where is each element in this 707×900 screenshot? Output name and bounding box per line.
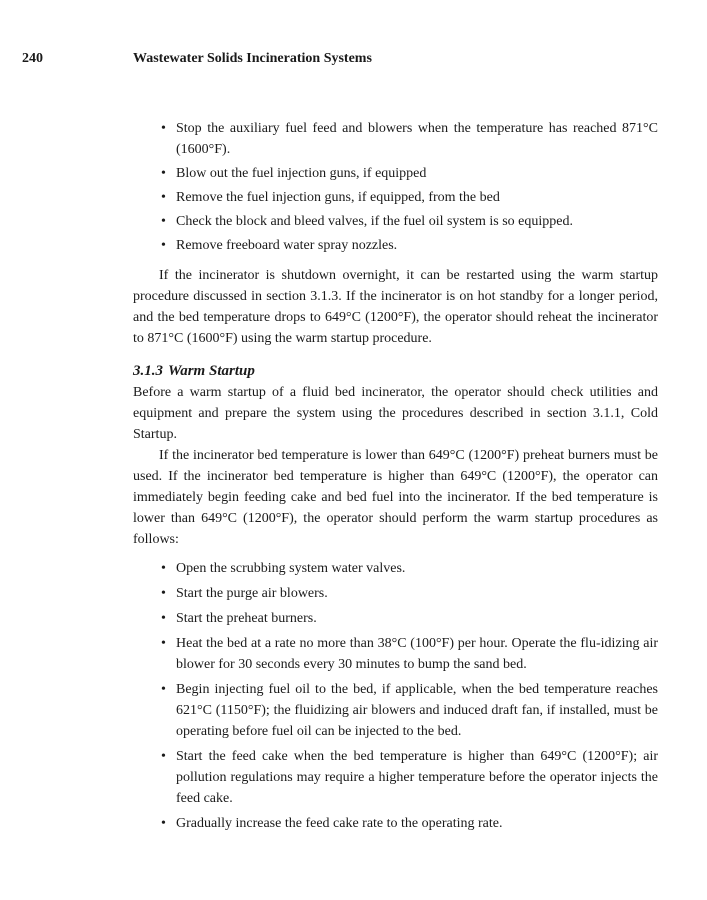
- section-number: 3.1.3: [133, 363, 163, 379]
- list-item: • Begin injecting fuel oil to the bed, if applicable, when the bed temperature reaches 621°C (1150°F); the fluidizing air blowers and induced draft fan, if installed, must be operating before fuel oil can be injected to the bed.: [133, 679, 658, 742]
- list-item: • Check the block and bleed valves, if the fuel oil system is so equipped.: [133, 211, 658, 232]
- paragraph: If the incinerator bed temperature is lower than 649°C (1200°F) preheat burners must be used. If the incinerator bed temperature is higher than 649°C (1200°F), the operator can immediately begin feeding cake and bed fuel into the incinerator. If the bed temperature is lower than 649°C (1200°F), the operator should perform the warm startup procedures as follows:: [133, 448, 658, 547]
- list-item: • Start the purge air blowers.: [133, 583, 658, 604]
- list-item: • Open the scrubbing system water valves.: [133, 558, 658, 579]
- list-item: • Start the feed cake when the bed temperature is higher than 649°C (1200°F); air pollution regulations may require a higher temperature before the operator injects the feed cake.: [133, 746, 658, 809]
- warm-startup-steps-list: [133, 558, 658, 834]
- section-heading: [133, 361, 658, 382]
- paragraph: Before a warm startup of a fluid bed incinerator, the operator should check utilities and equipment and prepare the system using the procedures described in section 3.1.1, Cold Startup.: [133, 385, 658, 442]
- shutdown-steps-list: [133, 118, 658, 256]
- section-title: Warm Startup: [168, 363, 255, 379]
- list-item: • Gradually increase the feed cake rate to the operating rate.: [133, 813, 658, 834]
- list-item: • Remove the fuel injection guns, if equipped, from the bed: [133, 187, 658, 208]
- list-item: • Heat the bed at a rate no more than 38°C (100°F) per hour. Operate the flu-idizing air blower for 30 seconds every 30 minutes to bump the sand bed.: [133, 633, 658, 675]
- list-item: • Stop the auxiliary fuel feed and blowers when the temperature has reached 871°C (1600°F).: [133, 118, 658, 160]
- list-item: • Blow out the fuel injection guns, if equipped: [133, 163, 658, 184]
- body-text: [133, 118, 658, 838]
- running-title: Wastewater Solids Incineration Systems: [133, 51, 372, 66]
- list-item: • Start the preheat burners.: [133, 608, 658, 629]
- page-number: 240: [22, 51, 43, 66]
- list-item: • Remove freeboard water spray nozzles.: [133, 235, 658, 256]
- paragraph: If the incinerator is shutdown overnight, it can be restarted using the warm startup procedure discussed in section 3.1.3. If the incinerator is on hot standby for a longer period, and the bed temperature drops to 649°C (1200°F), the operator should reheat the incinerator to 871°C (1600°F) using the warm startup procedure.: [133, 268, 658, 346]
